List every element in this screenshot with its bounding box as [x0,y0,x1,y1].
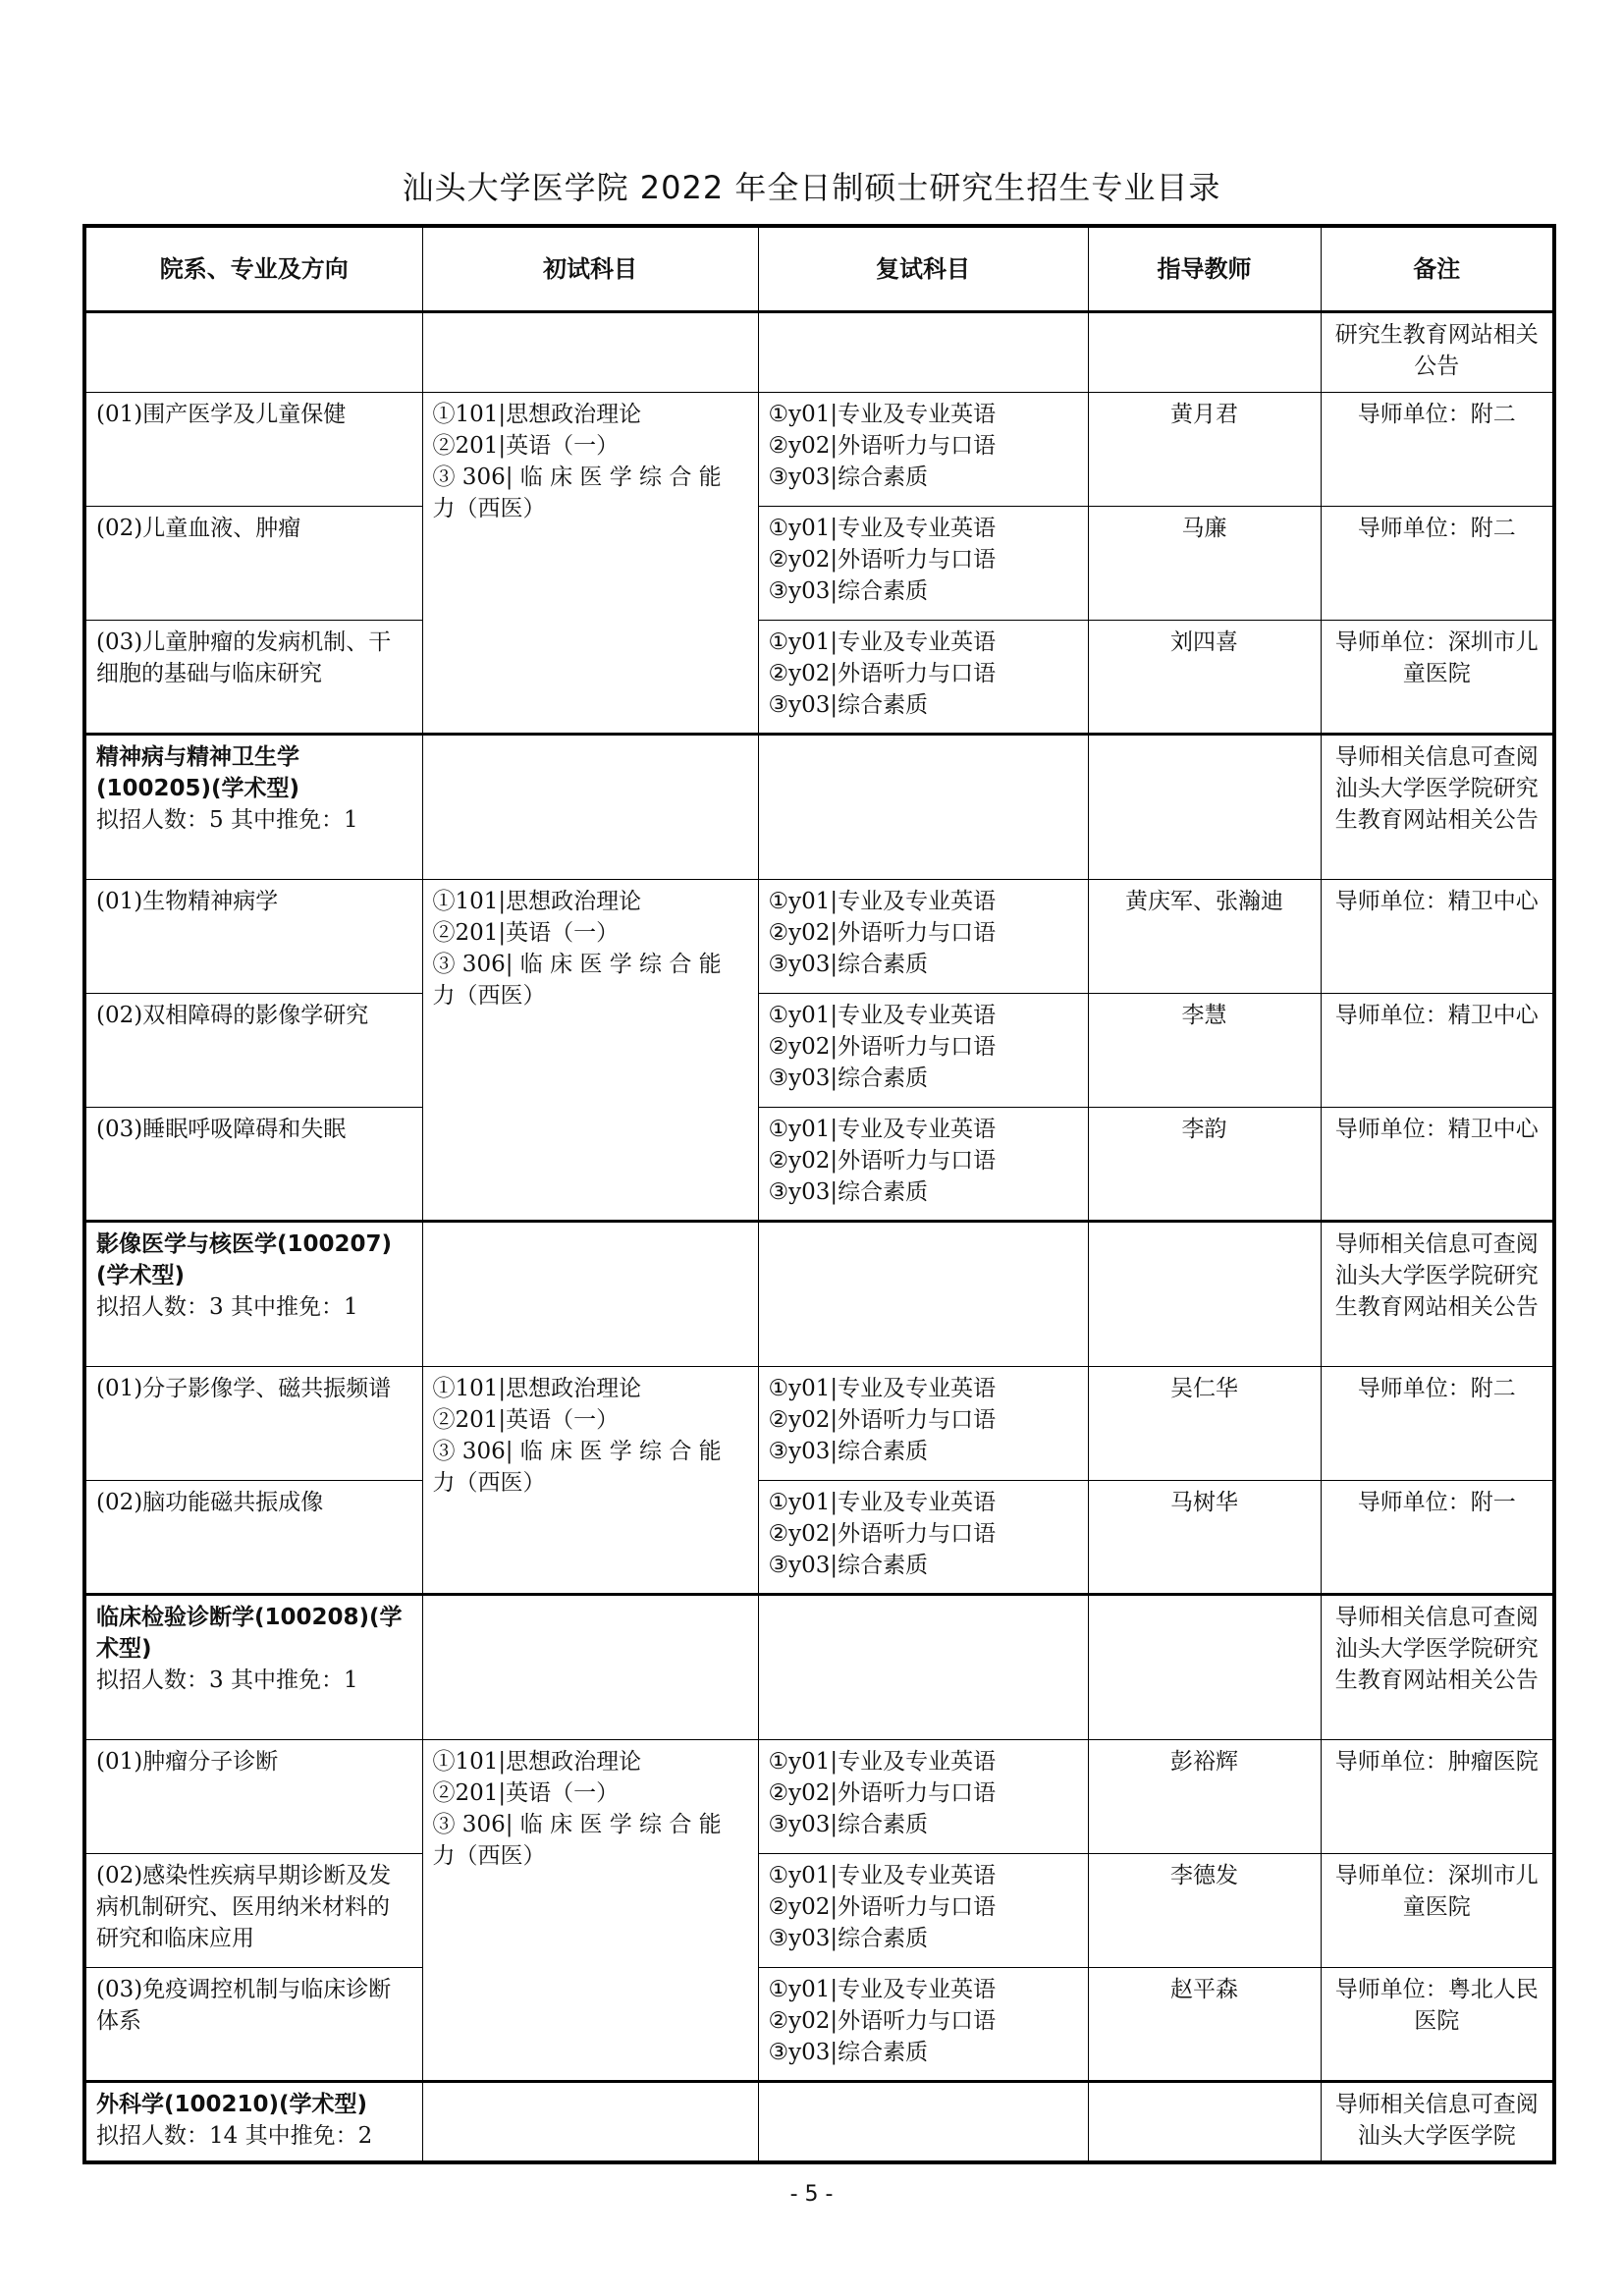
note-cell: 导师相关信息可查阅汕头大学医学院研究生教育网站相关公告 [1321,1595,1554,1740]
exam-subject: ②201|英语（一） [432,920,620,946]
note-cell: 研究生教育网站相关公告 [1321,312,1554,393]
retest-subject: ②y02|外语听力与口语 [768,2008,997,2034]
tutor-cell: 吴仁华 [1088,1367,1321,1481]
note-cell: 导师单位：粤北人民医院 [1321,1968,1554,2082]
exam-subject: ①101|思想政治理论 [432,1376,642,1401]
major-row [84,2082,1554,2162]
exam-subjects-cell [422,880,758,1222]
tutor-cell [1088,735,1321,880]
retest-subjects-cell [758,994,1088,1108]
table-row [84,393,1554,507]
retest-subjects-cell [758,1481,1088,1595]
retest-subject: ③y03|综合素质 [768,2040,929,2065]
retest-subject: ①y01|专业及专业英语 [768,1977,997,2002]
direction-cell: (02)双相障碍的影像学研究 [84,994,422,1108]
col-header-retest: 复试科目 [758,226,1088,312]
exam-subject: ③ 306| 临 床 医 学 综 合 能 力（西医） [432,952,722,1009]
major-cell [84,1595,422,1740]
tutor-cell: 黄月君 [1088,393,1321,507]
direction-cell: (03)儿童肿瘤的发病机制、干细胞的基础与临床研究 [84,621,422,735]
major-row [84,1595,1554,1740]
col-header-exam: 初试科目 [422,226,758,312]
direction-cell: (03)睡眠呼吸障碍和失眠 [84,1108,422,1222]
exam-subject: ①101|思想政治理论 [432,1749,642,1775]
tutor-cell: 李韵 [1088,1108,1321,1222]
exam-subject: ①101|思想政治理论 [432,889,642,914]
exam-cell [422,1595,758,1740]
note-cell: 导师单位：附二 [1321,393,1554,507]
major-quota: 拟招人数：14 其中推免：2 [96,2123,373,2149]
tutor-cell [1088,1222,1321,1367]
tutor-cell: 赵平森 [1088,1968,1321,2082]
exam-cell [422,735,758,880]
retest-subjects-cell [758,1740,1088,1854]
retest-subject: ①y01|专业及专业英语 [768,1863,997,1888]
table-header-row [84,226,1554,312]
tutor-cell [1088,2082,1321,2162]
major-row [84,1222,1554,1367]
tutor-cell: 马树华 [1088,1481,1321,1595]
major-name: 影像医学与核医学(100207)(学术型) [96,1231,393,1288]
major-cell [84,312,422,393]
retest-subject: ③y03|综合素质 [768,1439,929,1464]
retest-subject: ③y03|综合素质 [768,465,929,490]
tutor-cell: 马廉 [1088,507,1321,621]
table-row [84,1367,1554,1481]
retest-cell [758,312,1088,393]
exam-subject: ③ 306| 临 床 医 学 综 合 能 力（西医） [432,1812,722,1869]
exam-cell [422,312,758,393]
direction-cell: (03)免疫调控机制与临床诊断体系 [84,1968,422,2082]
table-row [84,1740,1554,1854]
note-cell: 导师相关信息可查阅汕头大学医学院研究生教育网站相关公告 [1321,735,1554,880]
table-row [84,1968,1554,2082]
direction-cell: (01)围产医学及儿童保健 [84,393,422,507]
retest-cell [758,2082,1088,2162]
note-cell: 导师单位：附一 [1321,1481,1554,1595]
retest-subject: ①y01|专业及专业英语 [768,1749,997,1775]
catalog-table [82,224,1556,2164]
tutor-cell: 李德发 [1088,1854,1321,1968]
exam-subject: ①101|思想政治理论 [432,402,642,427]
retest-subject: ③y03|综合素质 [768,578,929,604]
page-title: 汕头大学医学院 2022 年全日制硕士研究生招生专业目录 [402,169,1221,206]
retest-subject: ③y03|综合素质 [768,1179,929,1205]
exam-subject: ②201|英语（一） [432,1407,620,1433]
tutor-cell: 李慧 [1088,994,1321,1108]
retest-subjects-cell [758,1968,1088,2082]
retest-cell [758,1595,1088,1740]
retest-subject: ③y03|综合素质 [768,692,929,718]
direction-cell: (02)儿童血液、肿瘤 [84,507,422,621]
direction-cell: (01)分子影像学、磁共振频谱 [84,1367,422,1481]
retest-subjects-cell [758,507,1088,621]
retest-cell [758,735,1088,880]
tutor-cell [1088,1595,1321,1740]
major-cell [84,2082,422,2162]
col-header-major: 院系、专业及方向 [84,226,422,312]
page-number: - 5 - [789,2182,834,2207]
table-row [84,1854,1554,1968]
tutor-cell [1088,312,1321,393]
table-row [84,312,1554,393]
retest-subject: ②y02|外语听力与口语 [768,547,997,573]
retest-subject: ②y02|外语听力与口语 [768,661,997,686]
retest-subjects-cell [758,880,1088,994]
table-row [84,507,1554,621]
direction-cell: (01)肿瘤分子诊断 [84,1740,422,1854]
retest-subject: ①y01|专业及专业英语 [768,1376,997,1401]
exam-subjects-cell [422,393,758,735]
retest-subject: ③y03|综合素质 [768,1812,929,1837]
retest-subject: ①y01|专业及专业英语 [768,1003,997,1028]
note-cell: 导师单位：精卫中心 [1321,880,1554,994]
exam-subjects-cell [422,1740,758,2082]
tutor-cell: 黄庆军、张瀚迪 [1088,880,1321,994]
exam-subject: ③ 306| 临 床 医 学 综 合 能 力（西医） [432,1439,722,1496]
tutor-cell: 彭裕辉 [1088,1740,1321,1854]
exam-subject: ②201|英语（一） [432,433,620,459]
retest-subject: ②y02|外语听力与口语 [768,1521,997,1547]
col-header-tutor: 指导教师 [1088,226,1321,312]
note-cell: 导师单位：深圳市儿童医院 [1321,1854,1554,1968]
note-cell: 导师单位：附二 [1321,1367,1554,1481]
note-cell: 导师单位：深圳市儿童医院 [1321,621,1554,735]
note-cell: 导师相关信息可查阅汕头大学医学院 [1321,2082,1554,2162]
retest-subject: ①y01|专业及专业英语 [768,1490,997,1515]
retest-cell [758,1222,1088,1367]
retest-subject: ①y01|专业及专业英语 [768,889,997,914]
table-row [84,994,1554,1108]
major-name: 临床检验诊断学(100208)(学术型) [96,1605,403,1662]
retest-subject: ①y01|专业及专业英语 [768,402,997,427]
table-row [84,621,1554,735]
major-name: 精神病与精神卫生学(100205)(学术型) [96,744,300,801]
retest-subject: ②y02|外语听力与口语 [768,1407,997,1433]
tutor-cell: 刘四喜 [1088,621,1321,735]
major-quota: 拟招人数：3 其中推免：1 [96,1294,358,1320]
direction-cell: (01)生物精神病学 [84,880,422,994]
major-quota: 拟招人数：5 其中推免：1 [96,807,358,833]
retest-subjects-cell [758,393,1088,507]
major-name: 外科学(100210)(学术型) [96,2092,368,2117]
retest-subject: ②y02|外语听力与口语 [768,1034,997,1060]
exam-cell [422,2082,758,2162]
col-header-note: 备注 [1321,226,1554,312]
retest-subject: ②y02|外语听力与口语 [768,920,997,946]
major-cell [84,1222,422,1367]
retest-subject: ②y02|外语听力与口语 [768,1148,997,1174]
major-cell [84,735,422,880]
note-cell: 导师相关信息可查阅汕头大学医学院研究生教育网站相关公告 [1321,1222,1554,1367]
exam-subject: ③ 306| 临 床 医 学 综 合 能 力（西医） [432,465,722,521]
retest-subjects-cell [758,621,1088,735]
retest-subject: ①y01|专业及专业英语 [768,516,997,541]
major-quota: 拟招人数：3 其中推免：1 [96,1667,358,1693]
retest-subject: ②y02|外语听力与口语 [768,1780,997,1806]
table-row [84,1481,1554,1595]
table-row [84,880,1554,994]
note-cell: 导师单位：精卫中心 [1321,1108,1554,1222]
exam-subjects-cell [422,1367,758,1595]
retest-subjects-cell [758,1108,1088,1222]
retest-subject: ③y03|综合素质 [768,1066,929,1091]
note-cell: 导师单位：肿瘤医院 [1321,1740,1554,1854]
note-cell: 导师单位：精卫中心 [1321,994,1554,1108]
direction-cell: (02)脑功能磁共振成像 [84,1481,422,1595]
table-row [84,1108,1554,1222]
direction-cell: (02)感染性疾病早期诊断及发病机制研究、医用纳米材料的研究和临床应用 [84,1854,422,1968]
retest-subjects-cell [758,1854,1088,1968]
retest-subject: ②y02|外语听力与口语 [768,1894,997,1920]
retest-subject: ①y01|专业及专业英语 [768,629,997,655]
retest-subject: ①y01|专业及专业英语 [768,1117,997,1142]
retest-subject: ②y02|外语听力与口语 [768,433,997,459]
exam-subject: ②201|英语（一） [432,1780,620,1806]
note-cell: 导师单位：附二 [1321,507,1554,621]
major-row [84,735,1554,880]
retest-subject: ③y03|综合素质 [768,952,929,977]
retest-subject: ③y03|综合素质 [768,1553,929,1578]
retest-subjects-cell [758,1367,1088,1481]
retest-subject: ③y03|综合素质 [768,1926,929,1951]
exam-cell [422,1222,758,1367]
